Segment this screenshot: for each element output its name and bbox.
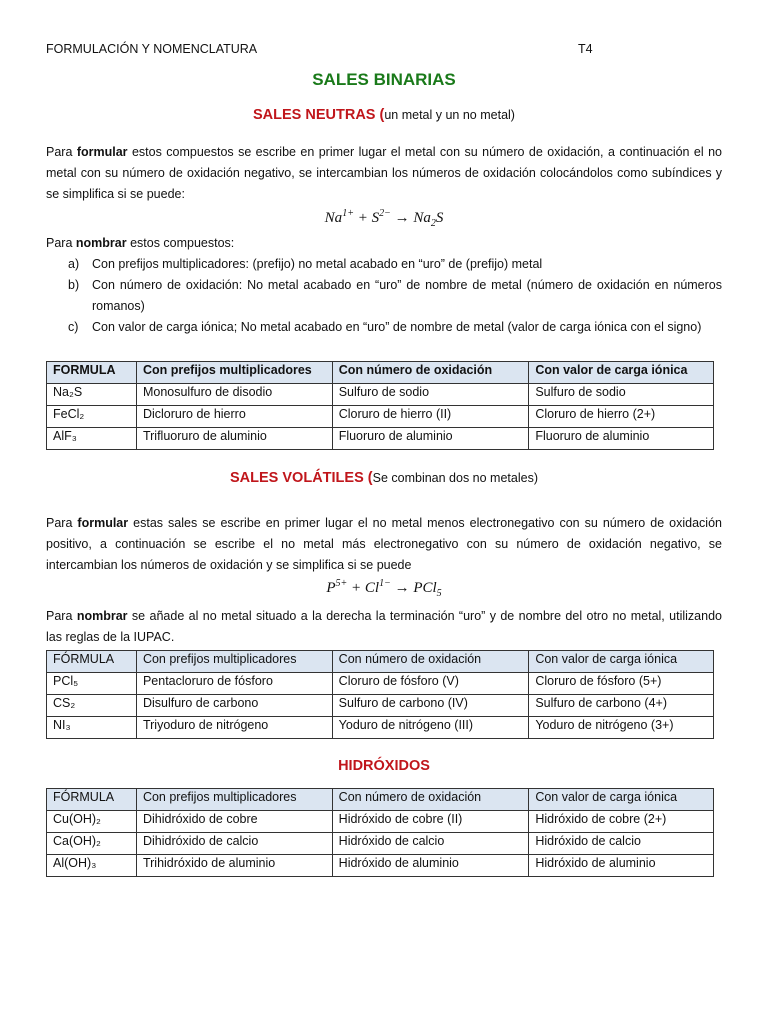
paragraph-text: estas sales se escribe en primer lugar el no metal menos electronegativo con su número de oxidación positivo, a continuación se escribe el no metal más electronegativo con su número de oxidación negativo, se intercambian los números de oxidación y se simplifica si se puede (46, 516, 722, 572)
table-cell: Dihidróxido de calcio (136, 833, 332, 855)
table-cell: Hidróxido de aluminio (332, 855, 529, 877)
table-row (47, 811, 714, 833)
page-title: SALES BINARIAS (312, 70, 456, 89)
table-cell: Yoduro de nitrógeno (III) (332, 717, 529, 739)
table-cell: Ca(OH)₂ (47, 833, 137, 855)
table-cell: Al(OH)₃ (47, 855, 137, 877)
paragraph-keyword: nombrar (76, 609, 128, 623)
table-cell: Triyoduro de nitrógeno (136, 717, 332, 739)
table-cell: Fluoruro de aluminio (529, 428, 714, 450)
table-hidroxidos (46, 788, 714, 877)
table-cell: Pentacloruro de fósforo (136, 673, 332, 695)
table-cell: Na₂S (47, 384, 137, 406)
table-row (47, 855, 714, 877)
naming-rules-list (68, 254, 722, 338)
section-title-neutras (0, 107, 768, 123)
table-cell: Hidróxido de calcio (529, 833, 714, 855)
eq-term: P (326, 580, 336, 596)
section-subtitle: un metal y un no metal) (384, 108, 515, 122)
list-item-text: Con número de oxidación: No metal acabado en “uro” de nombre de metal (número de oxidación en números romanos) (92, 278, 722, 313)
table-cell: Hidróxido de aluminio (529, 855, 714, 877)
table-cell: Sulfuro de sodio (332, 384, 529, 406)
table-cell: Hidróxido de cobre (II) (332, 811, 529, 833)
table-cell: Sulfuro de carbono (4+) (529, 695, 714, 717)
table-cell: Monosulfuro de disodio (136, 384, 332, 406)
table-header-row (47, 362, 714, 384)
paragraph-text: Para (46, 516, 78, 530)
section-subtitle: Se combinan dos no metales) (372, 471, 538, 485)
eq-sup: 5+ (335, 578, 348, 589)
table-sales-neutras (46, 361, 714, 450)
eq-sup: 1+ (342, 208, 354, 219)
paragraph-formular-volatiles (46, 513, 722, 576)
paragraph-text: estos compuestos se escribe en primer lugar el metal con su número de oxidación, a continuación el no metal con su número de oxidación negativo, se intercambian los números de oxidación colocándolos como subíndices y se simplifica si se puede: (46, 145, 722, 201)
eq-sub: 5 (436, 588, 442, 599)
table-cell: Fluoruro de aluminio (332, 428, 529, 450)
list-item-text: Con valor de carga iónica; No metal acabado en “uro” de nombre de metal (valor de carga iónica con el signo) (92, 320, 702, 334)
table-cell: PCl₅ (47, 673, 137, 695)
table-header-cell: Con valor de carga iónica (529, 362, 714, 384)
table-cell: Cloruro de fósforo (V) (332, 673, 529, 695)
eq-term: Na (413, 210, 431, 226)
table-header-cell: Con prefijos multiplicadores (136, 789, 332, 811)
table-cell: Dihidróxido de cobre (136, 811, 332, 833)
paragraph-text: Para (46, 145, 77, 159)
paragraph-text: se añade al no metal situado a la derecha la terminación “uro” y de nombre del otro no metal, utilizando las reglas de la IUPAC. (46, 609, 722, 644)
table-row (47, 428, 714, 450)
header-topic: T4 (578, 42, 593, 56)
eq-op: + (347, 580, 365, 596)
section-title-volatiles (0, 470, 768, 486)
paragraph-formular-neutras (46, 142, 722, 205)
table-cell: Sulfuro de carbono (IV) (332, 695, 529, 717)
table-cell: AlF₃ (47, 428, 137, 450)
table-cell: Trihidróxido de aluminio (136, 855, 332, 877)
table-cell: Dicloruro de hierro (136, 406, 332, 428)
table-cell: FeCl₂ (47, 406, 137, 428)
table-cell: Cloruro de hierro (II) (332, 406, 529, 428)
table-row (47, 833, 714, 855)
paragraph-nombrar-neutras (46, 233, 722, 254)
list-item-label: c) (68, 320, 79, 334)
eq-sub: 2 (430, 218, 436, 229)
table-header-row (47, 789, 714, 811)
list-item (68, 254, 722, 275)
equation-neutras (0, 208, 768, 229)
table-header-cell: FORMULA (47, 362, 137, 384)
paragraph-text: Para (46, 609, 77, 623)
eq-arrow: → (390, 580, 414, 596)
table-sales-volatiles (46, 650, 714, 739)
table-cell: Hidróxido de calcio (332, 833, 529, 855)
table-cell: Yoduro de nitrógeno (3+) (529, 717, 714, 739)
table-header-cell: FÓRMULA (47, 651, 137, 673)
header-title: FORMULACIÓN Y NOMENCLATURA (46, 42, 258, 56)
table-cell: Cu(OH)₂ (47, 811, 137, 833)
list-item (68, 275, 722, 317)
table-row (47, 406, 714, 428)
list-item (68, 317, 722, 338)
paragraph-keyword: formular (76, 145, 128, 159)
table-row (47, 717, 714, 739)
table-header-cell: Con número de oxidación (332, 362, 529, 384)
eq-term: S (435, 210, 444, 226)
eq-op: + (353, 210, 372, 226)
table-cell: Disulfuro de carbono (136, 695, 332, 717)
eq-sup: 2− (379, 208, 391, 219)
paragraph-text: Para (46, 236, 76, 250)
table-header-row (47, 651, 714, 673)
section-title-text: SALES NEUTRAS ( (253, 107, 385, 123)
table-row (47, 384, 714, 406)
table-row (47, 673, 714, 695)
eq-arrow: → (390, 210, 414, 226)
paragraph-keyword: nombrar (75, 236, 127, 250)
paragraph-nombrar-volatiles (46, 606, 722, 648)
table-header-cell: FÓRMULA (47, 789, 137, 811)
table-header-cell: Con prefijos multiplicadores (136, 651, 332, 673)
list-item-text: Con prefijos multiplicadores: (prefijo) no metal acabado en “uro” de (prefijo) metal (92, 257, 543, 271)
table-header-cell: Con valor de carga iónica (529, 651, 714, 673)
eq-term: Na (324, 210, 343, 226)
table-header-cell: Con valor de carga iónica (529, 789, 714, 811)
table-cell: Cloruro de hierro (2+) (529, 406, 714, 428)
table-row (47, 695, 714, 717)
eq-term: S (371, 210, 380, 226)
table-cell: NI₃ (47, 717, 137, 739)
list-item-label: b) (68, 278, 80, 292)
table-header-cell: Con número de oxidación (332, 789, 529, 811)
table-cell: CS₂ (47, 695, 137, 717)
list-item-label: a) (68, 257, 80, 271)
table-cell: Cloruro de fósforo (5+) (529, 673, 714, 695)
section-title-text: SALES VOLÁTILES ( (230, 470, 373, 486)
table-header-cell: Con prefijos multiplicadores (136, 362, 332, 384)
table-cell: Sulfuro de sodio (529, 384, 714, 406)
paragraph-keyword: formular (77, 516, 129, 530)
table-cell: Hidróxido de cobre (2+) (529, 811, 714, 833)
table-header-cell: Con número de oxidación (332, 651, 529, 673)
equation-volatiles (0, 578, 768, 599)
paragraph-text: estos compuestos: (126, 236, 235, 250)
eq-term: Cl (364, 580, 380, 596)
eq-sup: 1− (379, 578, 391, 589)
eq-term: PCl (413, 580, 437, 596)
table-cell: Trifluoruro de aluminio (136, 428, 332, 450)
section-title-hidroxidos: HIDRÓXIDOS (338, 758, 430, 774)
